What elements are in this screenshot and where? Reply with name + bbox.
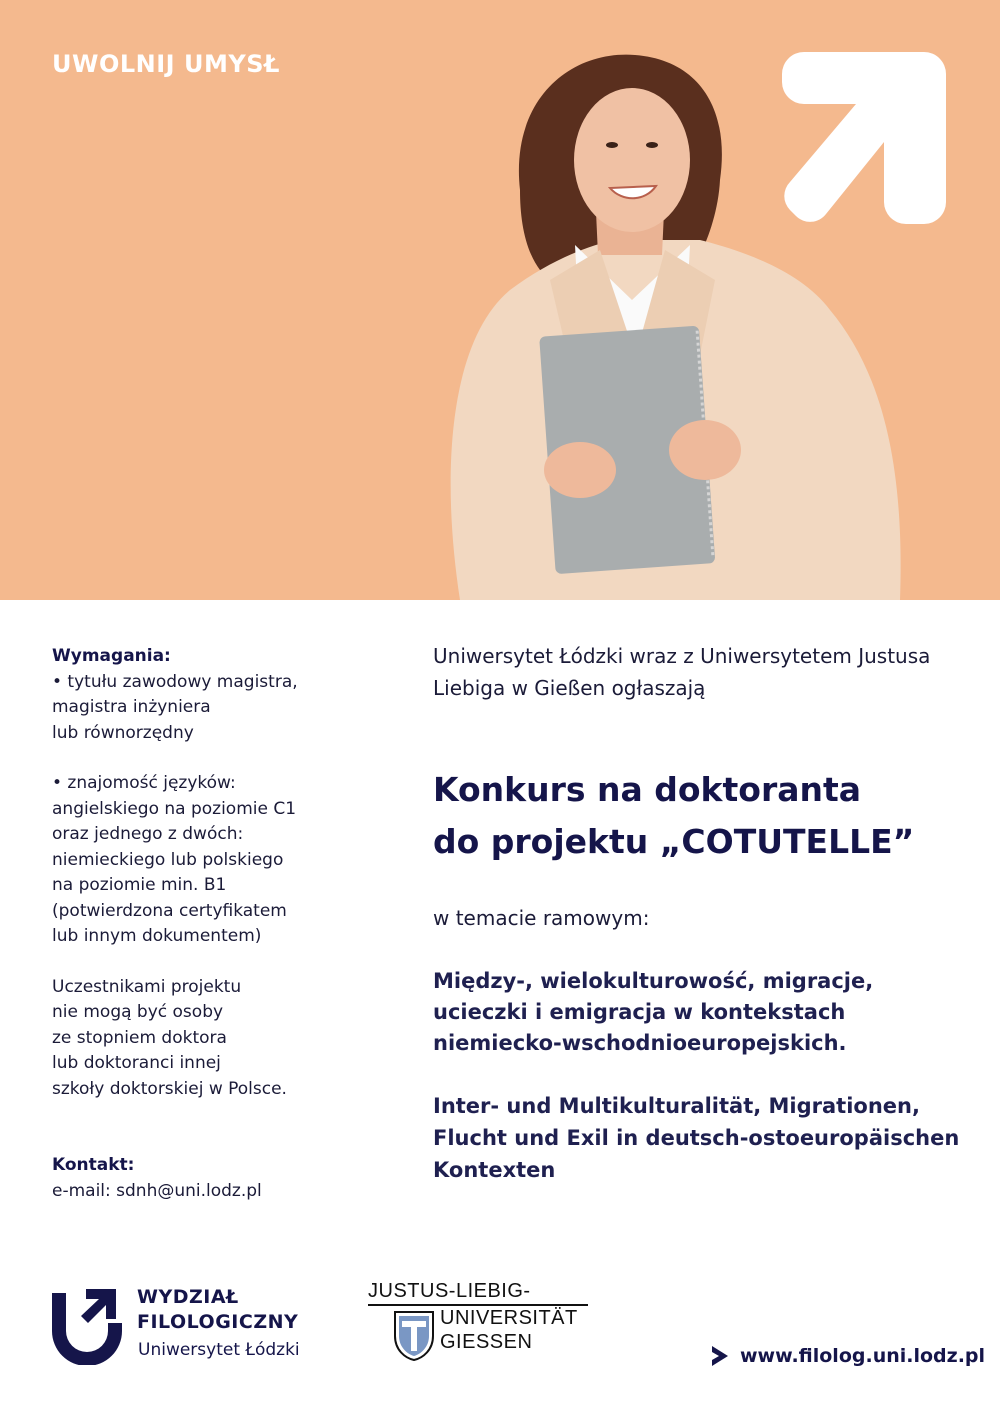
requirement-line: na poziomie min. B1 [52, 875, 227, 895]
jlu-divider [368, 1304, 588, 1306]
intro-line: Liebiga w Gießen ogłaszają [433, 676, 706, 700]
page-title [433, 764, 914, 868]
jlu-name-line: UNIVERSITÄT [440, 1307, 578, 1329]
requirement-line: lub innym dokumentem) [52, 926, 262, 946]
requirement-line: magistra inżyniera [52, 697, 211, 717]
ul-name-line: WYDZIAŁ [137, 1286, 239, 1308]
requirement-line: oraz jednego z dwóch: [52, 824, 244, 844]
intro-line: Uniwersytet Łódzki wraz z Uniwersytetem Justusa [433, 644, 931, 668]
subtitle: w temacie ramowym: [433, 906, 650, 930]
topic-polish [433, 966, 873, 1059]
requirement-line: (potwierdzona certyfikatem [52, 900, 287, 921]
contact-email[interactable]: e-mail: sdnh@uni.lodz.pl [52, 1180, 262, 1201]
ul-university-name: Uniwersytet Łódzki [138, 1340, 300, 1360]
participants-note-line: nie mogą być osoby [52, 1002, 224, 1022]
jlu-name-line: GIESSEN [440, 1331, 533, 1353]
topic-german [433, 1090, 959, 1186]
woman-with-notebook-photo [400, 40, 920, 600]
jlu-name-line: JUSTUS-LIEBIG- [368, 1280, 531, 1302]
topic-de-line: Kontexten [433, 1158, 556, 1182]
requirement-line: lub równorzędny [52, 722, 194, 743]
requirement-line: niemieckiego lub polskiego [52, 849, 284, 870]
jlu-shield-icon [393, 1310, 435, 1362]
website-link[interactable] [708, 1342, 986, 1370]
website-url[interactable]: www.filolog.uni.lodz.pl [740, 1345, 986, 1367]
participants-note-line: szkoły doktorskiej w Polsce. [52, 1078, 287, 1099]
topic-pl-line: ucieczki i emigracja w kontekstach [433, 1000, 846, 1024]
topic-pl-line: niemiecko-wschodnioeuropejskich. [433, 1031, 847, 1055]
requirement-line: • znajomość języków: [52, 773, 236, 793]
jlu-logo[interactable] [368, 1280, 593, 1370]
topic-pl-line: Między-, wielokulturowość, migracje, [433, 969, 874, 993]
slogan: UWOLNIJ UMYSŁ [52, 50, 280, 78]
requirements-heading: Wymagania: [52, 646, 171, 666]
title-line: Konkurs na doktoranta [433, 770, 862, 809]
contact-heading: Kontakt: [52, 1155, 135, 1175]
topic-de-line: Inter- und Multikulturalität, Migrationen, [433, 1094, 920, 1118]
arrow-right-icon [708, 1344, 730, 1368]
requirement-line: angielskiego na poziomie C1 [52, 798, 297, 819]
topic-de-line: Flucht und Exil in deutsch-ostoeuropäischen [433, 1126, 960, 1150]
ul-name [137, 1285, 377, 1335]
hero-banner [0, 0, 1000, 600]
ul-name-line: FILOLOGICZNY [137, 1311, 299, 1333]
participants-note-line: Uczestnikami projektu [52, 976, 242, 997]
requirement-line: • tytułu zawodowy magistra, [52, 671, 298, 692]
title-line: do projektu „COTUTELLE” [433, 822, 915, 861]
participants-note-line: lub doktoranci innej [52, 1053, 221, 1073]
ul-arrow-logo-icon [52, 1283, 122, 1365]
left-column [52, 644, 352, 1204]
participants-note-line: ze stopniem doktora [52, 1027, 227, 1048]
right-column [433, 640, 973, 1182]
